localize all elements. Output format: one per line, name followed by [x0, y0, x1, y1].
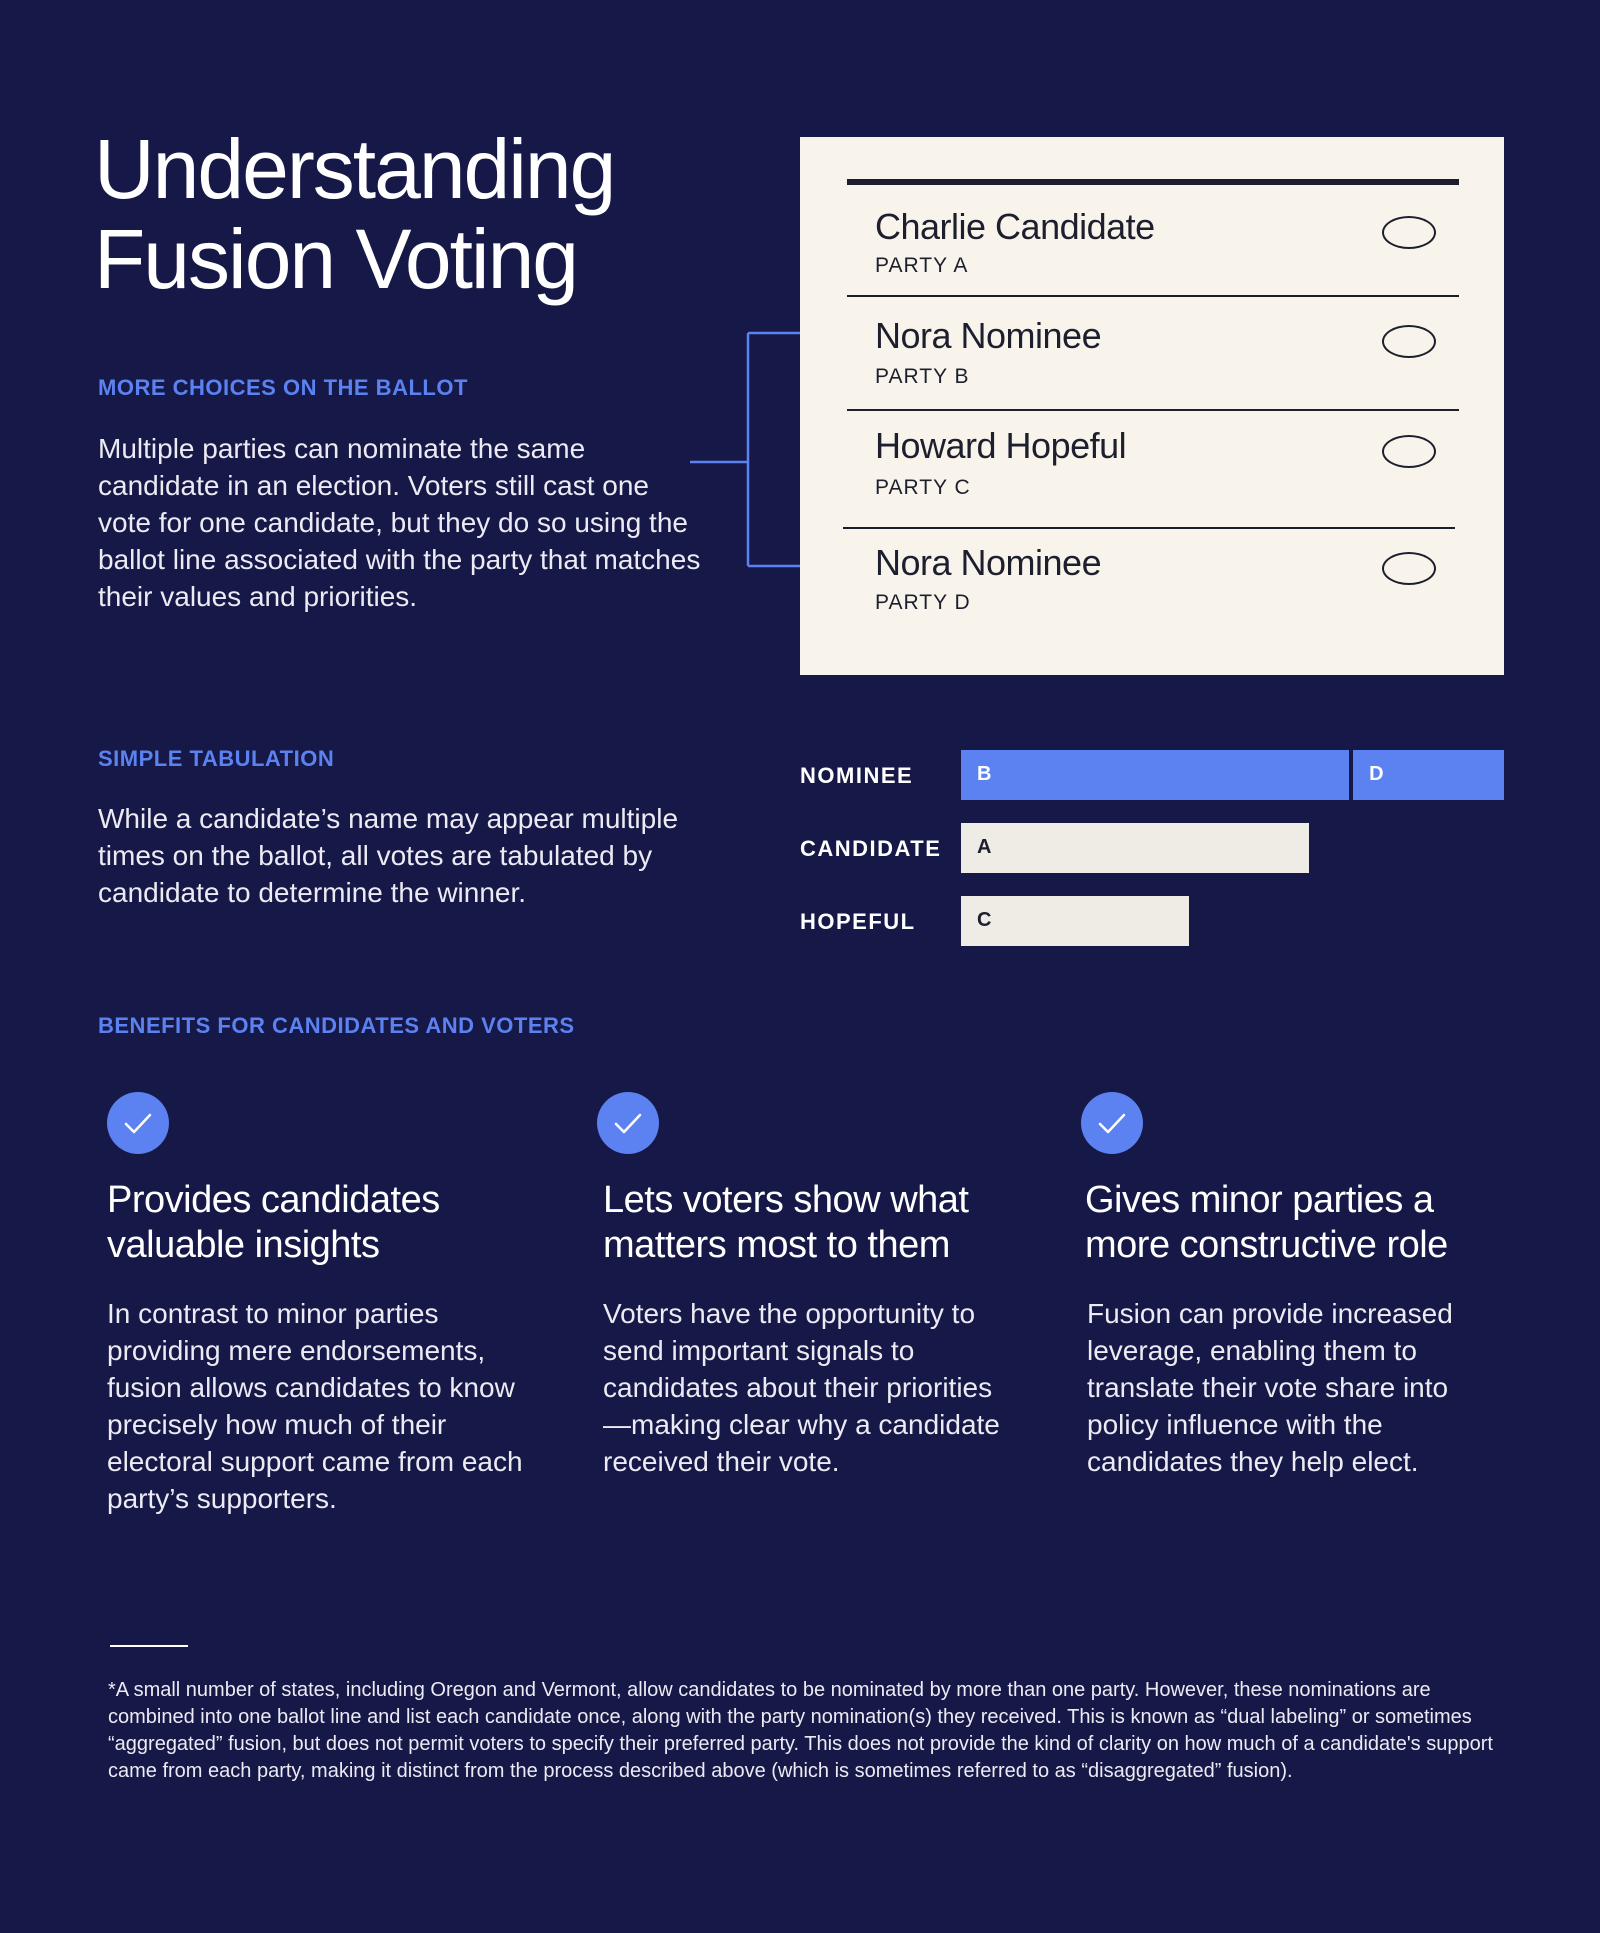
section-heading-more-choices: MORE CHOICES ON THE BALLOT: [98, 375, 468, 400]
benefit-card: [597, 1092, 1017, 1480]
ballot-row: [800, 527, 1504, 637]
tabulation-chart: [800, 750, 1505, 950]
tabulation-bar-party-a: [961, 823, 1309, 873]
ballot-row: [800, 295, 1504, 405]
tabulation-row-label: NOMINEE: [800, 763, 914, 788]
benefit-title: Provides candidates valuable insights: [107, 1179, 440, 1266]
benefit-card: [107, 1092, 547, 1517]
checkmark-icon: [597, 1092, 659, 1154]
tabulation-bars: [961, 750, 1504, 950]
candidate-party: PARTY D: [875, 591, 971, 614]
page-title: Understanding Fusion Voting: [94, 122, 615, 306]
vote-bubble[interactable]: [1382, 435, 1436, 468]
candidate-name: Charlie Candidate: [875, 206, 1155, 247]
tabulation-bar-label: C: [977, 909, 992, 931]
vote-bubble[interactable]: [1382, 325, 1436, 358]
checkmark-icon: [1081, 1092, 1143, 1154]
candidate-party: PARTY C: [875, 476, 971, 499]
vote-bubble[interactable]: [1382, 216, 1436, 249]
candidate-name: Howard Hopeful: [875, 425, 1127, 466]
tabulation-bar-label: B: [977, 763, 992, 785]
benefit-title: Lets voters show what matters most to them: [603, 1179, 969, 1266]
benefit-card: [1081, 1092, 1501, 1480]
checkmark-icon: [107, 1092, 169, 1154]
ballot-row: [800, 179, 1504, 289]
tabulation-bar-party-c: [961, 896, 1189, 946]
ballot-divider: [843, 527, 1455, 529]
tabulation-bar-party-d: [1353, 750, 1504, 800]
vote-bubble[interactable]: [1382, 552, 1436, 585]
ballot-row: [800, 409, 1504, 519]
section-heading-benefits: BENEFITS FOR CANDIDATES AND VOTERS: [98, 1013, 575, 1038]
tabulation-row-label: HOPEFUL: [800, 909, 916, 934]
tabulation-bar-party-b: [961, 750, 1349, 800]
tabulation-bar-label: A: [977, 836, 992, 858]
ballot-card: [800, 137, 1504, 675]
candidate-party: PARTY A: [875, 254, 969, 277]
footnote-rule: [110, 1645, 188, 1647]
benefit-text: Voters have the opportunity to send important signals to candidates about their priorities—making clear why a candidate received their vote.: [603, 1298, 1000, 1477]
candidate-party: PARTY B: [875, 365, 970, 388]
ballot-divider: [847, 295, 1459, 297]
section-heading-tabulation: SIMPLE TABULATION: [98, 746, 335, 771]
footnote: *A small number of states, including Oregon and Vermont, allow candidates to be nominated by more than one party. However, these nominations are combined into one ballot line and list each candidate once, along with the party nomination(s) they received. This is known as “dual labeling” or sometimes “aggregated” fusion, but does not permit voters to specify their preferred party. This does not provide the kind of clarity on how much of a candidate's support came from each party, making it distinct from the process described above (which is sometimes referred to as “disaggregated” fusion).: [108, 1679, 1493, 1782]
benefit-title: Gives minor parties a more constructive role: [1085, 1179, 1448, 1266]
section-body-more-choices: Multiple parties can nominate the same candidate in an election. Voters still cast one vote for one candidate, but they do so using the ballot line associated with the party that matches their values and priorities.: [98, 433, 701, 612]
section-body-tabulation: While a candidate’s name may appear multiple times on the ballot, all votes are tabulated by candidate to determine the winner.: [98, 803, 679, 908]
candidate-name: Nora Nominee: [875, 315, 1102, 356]
benefit-text: Fusion can provide increased leverage, enabling them to translate their vote share into policy influence with the candidates they help elect.: [1087, 1298, 1453, 1477]
tabulation-bar-label: D: [1369, 763, 1384, 785]
tabulation-row-label: CANDIDATE: [800, 836, 942, 861]
ballot-divider: [847, 409, 1459, 411]
benefit-text: In contrast to minor parties providing mere endorsements, fusion allows candidates to know precisely how much of their electoral support came from each party’s supporters.: [107, 1298, 523, 1514]
candidate-name: Nora Nominee: [875, 542, 1102, 583]
